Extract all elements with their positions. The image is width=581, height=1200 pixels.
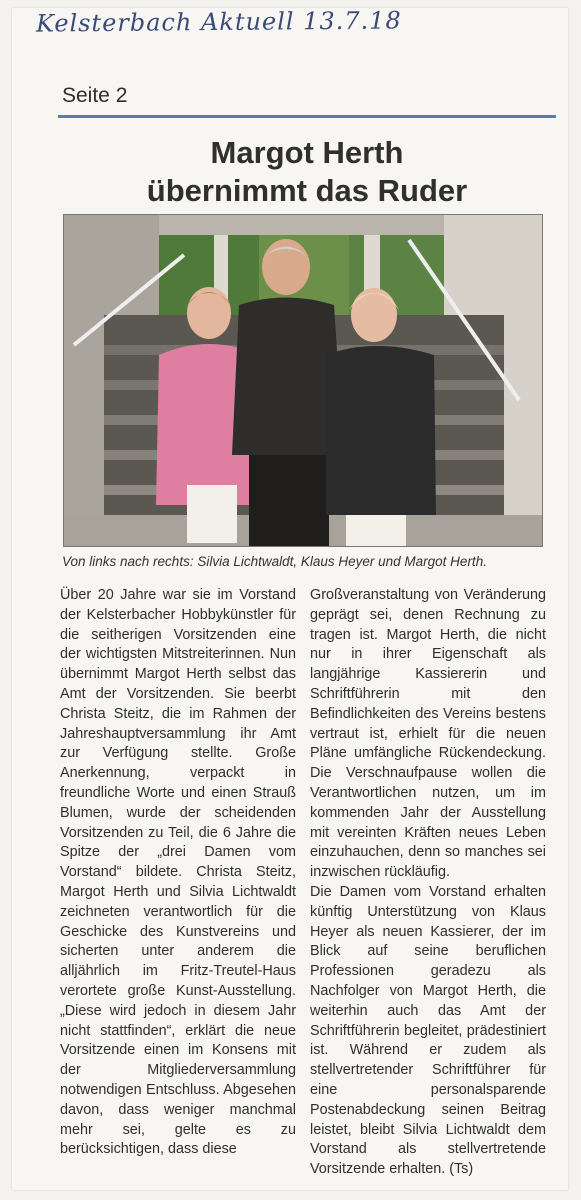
headline: [58, 134, 556, 210]
photo-caption: Von links nach rechts: Silvia Lichtwaldt, Klaus Heyer und Margot Herth.: [62, 554, 487, 569]
section-rule: [58, 115, 556, 118]
article-column-right: [310, 586, 546, 1180]
article-photo: [63, 214, 543, 547]
article-paragraph: Über 20 Jahre war sie im Vorstand der Kelsterbacher Hobbykünstler für die seitherigen Vorsitzenden eine der wichtigsten Mitstreiterinnen. Nun übernimmt Margot Herth selbst das Amt der Vorsitzenden. Sie beerbt Christa Steitz, die im Rahmen der Jahreshauptversammlung ihr Amt zur Verfügung stellte. Große Anerkennung, verpackt in freundliche Worte und einen Strauß Blumen, wurde der scheidenden Vorsitzenden zu Teil, die 6 Jahre die Spitze der „drei Damen vom Vorstand“ bildete. Christa Steitz, Margot Herth und Silvia Lichtwaldt zeichneten verantwortlich für die Geschicke des Kunstvereins und sicherten unter anderem die alljährlich im Fritz-Treutel-Haus verortete große Kunst-Ausstellung. „Diese wird jedoch in diesem Jahr nicht stattfinden“, erklärt die neue Vorsitzende einen im Konsens mit der Mitgliederversammlung notwendigen Entschluss. Abgesehen davon, dass weniger manchmal mehr sei, gelte es zu berücksichtigen, dass diese: [60, 587, 296, 1158]
article-paragraph: Großveranstaltung von Veränderung geprägt sei, denen Rechnung zu tragen ist. Margot Herth, die nicht nur in ihrer Eigenschaft als langjährige Kassiererin und Schriftführerin mit den Befindlichkeiten des Vereins bestens vertraut ist, erhielt für die neuen Pläne umfängliche Rückendeckung. Die Verschnaufpause wollen die Verantwortlichen nutzen, um im kommenden Jahr der Ausstellung mit vereinten Kräften neues Leben einzuhauchen, denn so manches sei inzwischen rückläufig.: [310, 587, 546, 881]
headline-line-2: übernimmt das Ruder: [146, 173, 468, 208]
article-paragraph: Die Damen vom Vorstand erhalten künftig Unterstützung von Klaus Heyer als neuen Kassierer, der im Blick auf seine beruflichen Professionen geradezu als Nachfolger von Margot Herth, die weiterhin auch das Amt der Schriftführerin begleitet, prädestiniert ist. Während er zudem als stellvertretender Schriftführer für eine personalsparende Postenabdeckung seinen Beitrag leistet, bleibt Silvia Lichtwaldt dem Vorstand als stellvertretende Vorsitzende erhalten. (Ts): [310, 883, 546, 1178]
photo-illustration: [64, 215, 542, 546]
section-label: Seite 2: [62, 84, 128, 107]
headline-line-1: Margot Herth: [210, 135, 404, 170]
article-column-left: [60, 586, 296, 1160]
handwritten-source-note: Kelsterbach Aktuell 13.7.18: [35, 6, 402, 38]
